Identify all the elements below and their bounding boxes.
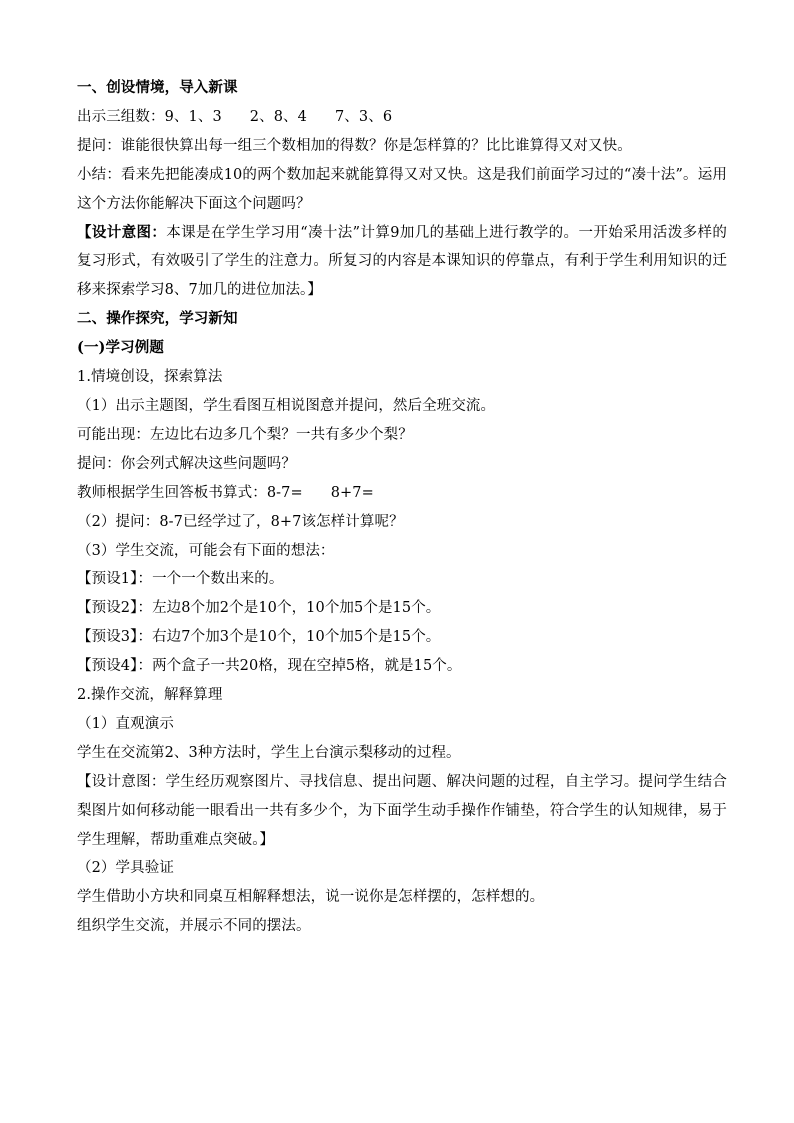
number-group-2: 2、8、4 [249,108,307,125]
preset-1: 【预设1】：一个一个数出来的。 [77,571,284,588]
number-groups-line [77,103,727,132]
board-equation-2: 8+7= [330,484,374,501]
number-group-3: 7、3、6 [334,108,393,125]
item-1-step-1: （1）出示主题图，学生看图互相说图意并提问，然后全班交流。 [77,397,496,414]
preset-4: 【预设4】：两个盒子一共20格，现在空掉5格，就是15个。 [77,658,462,675]
verify-line: 学生借助小方块和同桌互相解释想法，说一说你是怎样摆的，怎样想的。 [77,889,545,906]
possible-questions: 可能出现：左边比右边多几个梨？一共有多少个梨？ [77,426,413,443]
item-1-step-3: （3）学生交流，可能会有下面的想法： [77,542,335,559]
preset-2: 【预设2】：左边8个加2个是10个，10个加5个是15个。 [77,600,441,617]
board-label: 教师根据学生回答板书算式： [77,484,267,501]
document-body [77,74,727,941]
board-equations-line [77,479,727,508]
number-groups-label: 出示三组数： [77,108,165,125]
design-intent-label: 【设计意图： [77,223,167,241]
subsection-heading-1: (一)学习例题 [77,339,164,357]
item-2-step-2: （2）学具验证 [77,860,174,877]
design-intent-paragraph-2: 【设计意图：学生经历观察图片、寻找信息、提出问题、解决问题的过程，自主学习。提问学生结合梨图片如何移动能一眼看出一共有多少个，为下面学生动手操作作铺垫，符合学生的认知规律，易于学生理解，帮助重难点突破。】 [77,773,727,848]
item-2-step-1: （1）直观演示 [77,715,174,732]
item-1-heading: 1.情境创设，探索算法 [77,369,223,386]
preset-3: 【预设3】：右边7个加3个是10个，10个加5个是15个。 [77,629,441,646]
organize-line: 组织学生交流，并展示不同的摆法。 [77,918,311,935]
item-1-step-2: （2）提问：8-7已经学过了，8+7该怎样计算呢？ [77,513,404,530]
board-equation-1: 8-7= [266,484,303,501]
item-2-heading: 2.操作交流，解释算理 [77,687,223,704]
number-group-1: 9、1、3 [164,108,222,125]
section-2-heading: 二、操作探究，学习新知 [77,310,238,328]
demo-line: 学生在交流第2、3种方法时，学生上台演示梨移动的过程。 [77,744,461,761]
section-1-heading: 一、创设情境，导入新课 [77,79,238,96]
design-intent-paragraph-1 [77,219,727,306]
design-intent-text: 本课是在学生学习用“凑十法”计算9加几的基础上进行教学的。一开始采用活泼多样的复习形式，有效吸引了学生的注意力。所复习的内容是本课知识的停靠点，有利于学生利用知识的迁移来探索学习8、7加几的进位加法。】 [77,224,727,299]
ask-equation: 提问：你会列式解决这些问题吗？ [77,455,296,472]
summary-paragraph: 小结：看来先把能凑成10的两个数加起来就能算得又对又快。这是我们前面学习过的“凑十法”。运用这个方法你能解决下面这个问题吗？ [77,166,727,212]
question-paragraph: 提问：谁能很快算出每一组三个数相加的得数？你是怎样算的？比比谁算得又对又快。 [77,137,632,154]
